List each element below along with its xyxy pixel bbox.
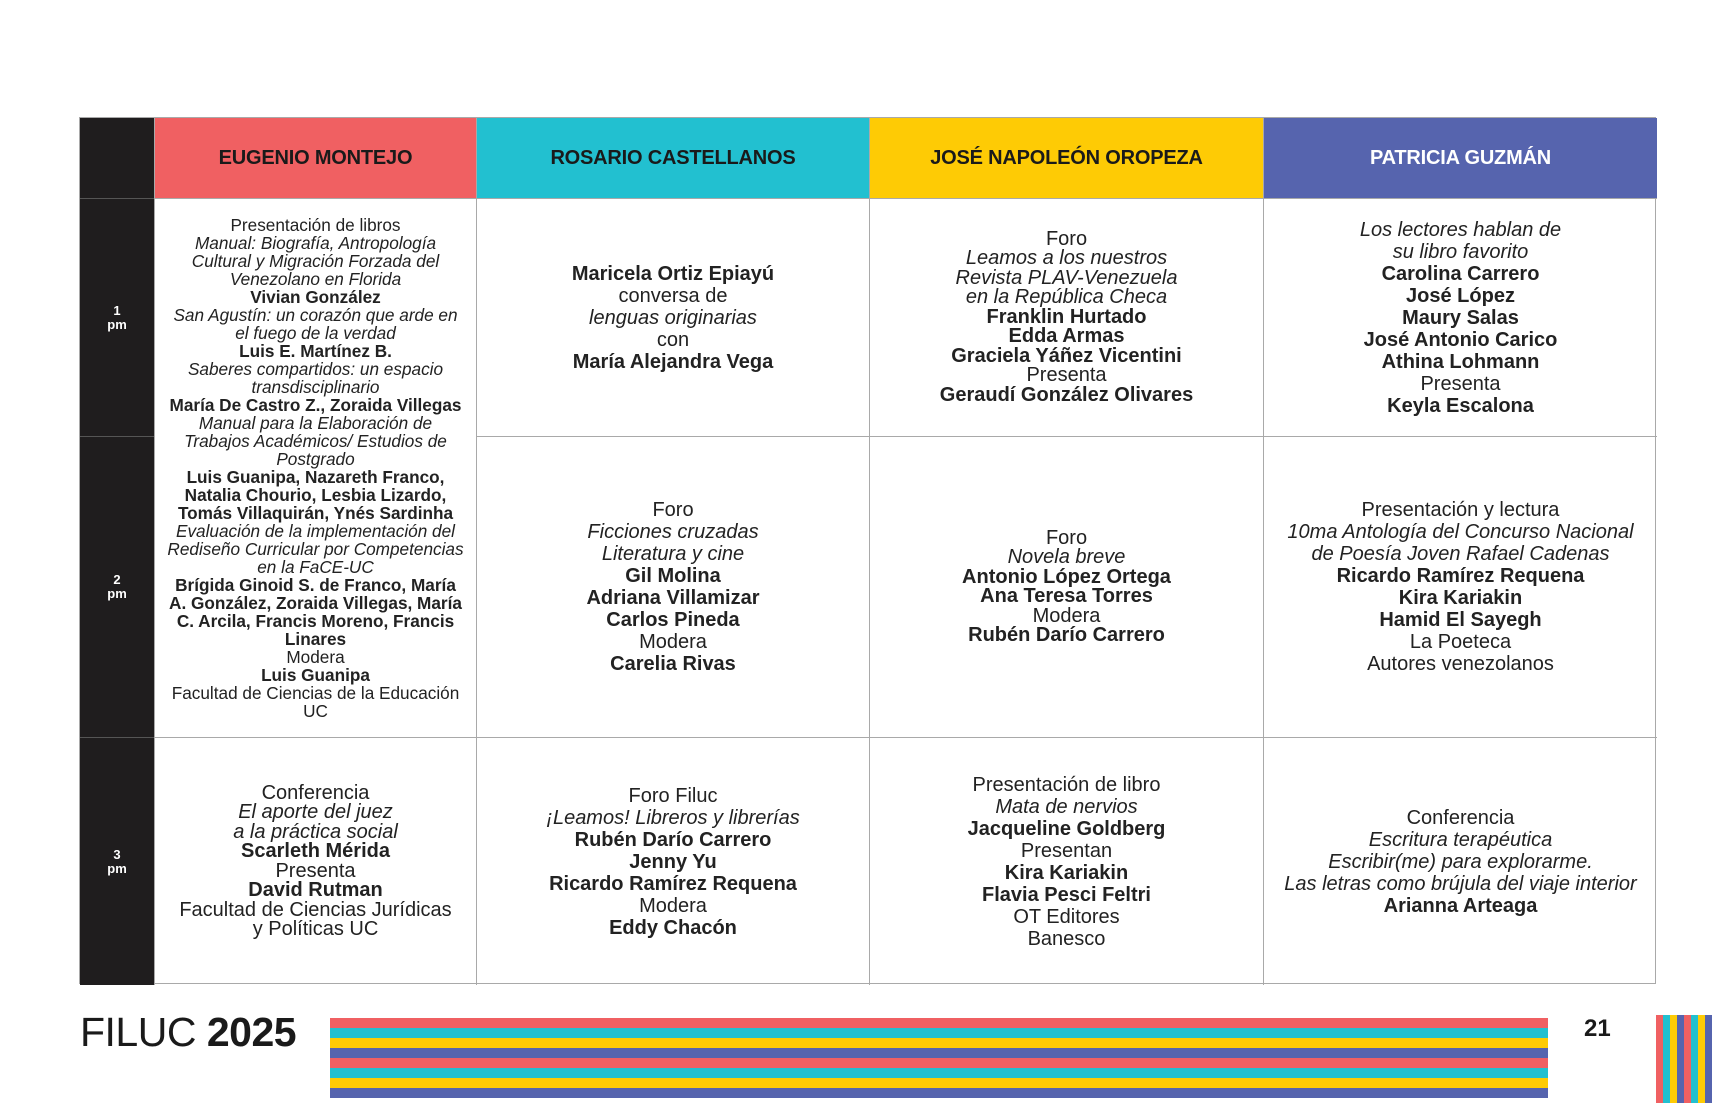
header-patricia-guzman: PATRICIA GUZMÁN xyxy=(1263,118,1657,198)
corner-stripes xyxy=(1656,1015,1712,1103)
participant-name: Luis Guanipa xyxy=(261,665,370,685)
footer-stripe xyxy=(330,1058,1548,1068)
schedule-table xyxy=(79,117,1656,984)
event-title: Leamos a los nuestros xyxy=(965,247,1168,270)
event-title: Saberes compartidos: un espacio transdisciplinario xyxy=(187,359,444,397)
event-label: OT Editores xyxy=(1013,905,1120,928)
event-label: Modera xyxy=(639,631,707,653)
event-label: conversa de xyxy=(618,284,728,307)
participant-name: Arianna Arteaga xyxy=(1383,894,1538,917)
event-label: Foro xyxy=(1045,526,1088,549)
time-suffix: pm xyxy=(107,316,127,332)
corner-stripe xyxy=(1656,1015,1663,1103)
header-eugenio-montejo: EUGENIO MONTEJO xyxy=(154,118,476,198)
footer-brand: FILUC xyxy=(80,1009,196,1055)
footer-stripe xyxy=(330,1068,1548,1078)
event-title: Manual: Biografía, Antropología Cultural y Migración Forzada del Venezolano en Florida xyxy=(191,233,440,289)
footer-stripe xyxy=(330,1018,1548,1028)
event-title: Novela breve xyxy=(1007,546,1126,568)
event-label: Foro xyxy=(1045,227,1088,250)
event-label: con xyxy=(656,328,690,351)
event-title: Mata de nervios xyxy=(995,795,1138,818)
participant-name: Edda Armas xyxy=(1008,325,1125,348)
event-label: Foro Filuc xyxy=(628,784,718,807)
footer-stripe xyxy=(330,1038,1548,1048)
participant-name: Ricardo Ramírez Requena xyxy=(1336,565,1585,587)
event-label: Presenta xyxy=(275,859,356,882)
participant-name: Carolina Carrero xyxy=(1381,262,1540,285)
event-title: Ficciones cruzadas xyxy=(587,521,759,543)
event-label: Presentación de libros xyxy=(230,215,401,235)
page-number: 21 xyxy=(1584,1015,1611,1042)
event-oropeza-2pm xyxy=(869,436,1263,737)
participant-name: Gil Molina xyxy=(625,565,721,587)
participant-name: Jenny Yu xyxy=(629,850,717,873)
participant-name: Kira Kariakin xyxy=(1004,861,1129,884)
event-label: Presentación y lectura xyxy=(1361,499,1560,521)
event-label: Modera xyxy=(1032,604,1101,627)
footer-year: 2025 xyxy=(206,1009,297,1055)
header-jose-napoleon-oropeza: JOSÉ NAPOLEÓN OROPEZA xyxy=(869,118,1263,198)
footer-stripe xyxy=(330,1088,1548,1098)
time-suffix: pm xyxy=(107,860,127,876)
participant-name: Keyla Escalona xyxy=(1387,394,1534,417)
corner-stripe xyxy=(1670,1015,1677,1103)
participant-name: Rubén Darío Carrero xyxy=(574,828,772,851)
time-slot-3pm xyxy=(80,737,154,985)
footer-stripe xyxy=(330,1028,1548,1038)
time-slot-1pm xyxy=(80,198,154,436)
event-montejo-3pm xyxy=(154,737,476,985)
footer-stripes xyxy=(330,1018,1548,1103)
event-title: Evaluación de la implementación del Rediseño Curricular por Competencias en la FaCE-UC xyxy=(167,521,464,577)
event-label: y Políticas UC xyxy=(252,918,379,940)
event-oropeza-3pm xyxy=(869,737,1263,985)
participant-name: Kira Kariakin xyxy=(1398,587,1523,609)
event-title: Escritura terapéutica xyxy=(1368,828,1553,851)
participant-name: Graciela Yáñez Vicentini xyxy=(951,344,1182,367)
participant-name: María Alejandra Vega xyxy=(572,350,774,373)
participant-name: Luis E. Martínez B. xyxy=(239,341,392,361)
table-corner xyxy=(80,118,154,198)
participant-name: Athina Lohmann xyxy=(1381,350,1540,373)
event-title: lenguas originarias xyxy=(589,306,757,329)
participant-name: Rubén Darío Carrero xyxy=(968,624,1165,646)
event-label: Facultad de Ciencias de la Educación UC xyxy=(171,683,460,721)
header-rosario-castellanos: ROSARIO CASTELLANOS xyxy=(476,118,869,198)
time-slot-2pm xyxy=(80,436,154,737)
event-label: Modera xyxy=(286,647,345,667)
participant-name: Ricardo Ramírez Requena xyxy=(549,872,797,895)
event-label: Presenta xyxy=(1420,372,1501,395)
participant-name: Flavia Pesci Feltri xyxy=(982,883,1151,906)
corner-stripe xyxy=(1691,1015,1698,1103)
footer-stripe xyxy=(330,1048,1548,1058)
event-label: Facultad de Ciencias Jurídicas xyxy=(179,898,452,921)
event-label: Presenta xyxy=(1026,364,1107,387)
participant-name: Geraudí González Olivares xyxy=(939,383,1194,406)
corner-stripe xyxy=(1663,1015,1670,1103)
event-title: en la República Checa xyxy=(965,286,1168,309)
participant-name: Carlos Pineda xyxy=(606,609,740,631)
event-label: Banesco xyxy=(1027,927,1106,950)
event-castellanos-2pm xyxy=(476,436,869,737)
event-guzman-1pm xyxy=(1263,198,1657,436)
event-guzman-2pm xyxy=(1263,436,1657,737)
event-title: ¡Leamos! Libreros y librerías xyxy=(546,806,800,829)
corner-stripe xyxy=(1698,1015,1705,1103)
participant-name: Jacqueline Goldberg xyxy=(967,817,1166,840)
event-oropeza-1pm xyxy=(869,198,1263,436)
participant-name: Maricela Ortiz Epiayú xyxy=(571,262,775,285)
event-title: El aporte del juez xyxy=(238,801,393,823)
event-label: Foro xyxy=(652,499,694,521)
participant-name: Carelia Rivas xyxy=(610,653,736,675)
event-label: Presentación de libro xyxy=(972,773,1161,796)
event-title: Revista PLAV-Venezuela xyxy=(955,266,1178,289)
corner-stripe xyxy=(1684,1015,1691,1103)
event-title: Manual para la Elaboración de Trabajos Académicos/ Estudios de Postgrado xyxy=(184,413,447,469)
participant-name: Eddy Chacón xyxy=(609,916,737,939)
corner-stripe xyxy=(1677,1015,1684,1103)
participant-name: Luis Guanipa, Nazareth Franco, Natalia Chourio, Lesbia Lizardo, Tomás Villaquirán, Ynés Sardinha xyxy=(177,467,454,523)
footer-title xyxy=(80,1010,296,1054)
participant-name: José Antonio Carico xyxy=(1363,328,1558,351)
event-title: Literatura y cine xyxy=(601,543,745,565)
participant-name: Maury Salas xyxy=(1402,306,1519,329)
participant-name: Franklin Hurtado xyxy=(986,305,1147,328)
event-label: Presentan xyxy=(1020,839,1113,862)
event-title: San Agustín: un corazón que arde en el fuego de la verdad xyxy=(173,305,458,343)
event-castellanos-1pm xyxy=(476,198,869,436)
event-label: Autores venezolanos xyxy=(1367,653,1554,675)
time-hour: 1 xyxy=(113,302,121,318)
event-title: 10ma Antología del Concurso Nacional de Poesía Joven Rafael Cadenas xyxy=(1287,521,1634,565)
time-hour: 2 xyxy=(113,572,121,587)
event-title: su libro favorito xyxy=(1392,240,1529,263)
participant-name: María De Castro Z., Zoraida Villegas xyxy=(169,395,462,415)
corner-stripe xyxy=(1705,1015,1712,1103)
event-title: Escribir(me) para explorarme. xyxy=(1328,850,1593,873)
event-guzman-3pm xyxy=(1263,737,1657,985)
participant-name: Ana Teresa Torres xyxy=(980,585,1153,607)
participant-name: David Rutman xyxy=(248,879,383,901)
participant-name: Antonio López Ortega xyxy=(962,565,1171,588)
time-suffix: pm xyxy=(107,586,127,601)
event-label: Modera xyxy=(639,894,707,917)
participant-name: Vivian González xyxy=(250,287,381,307)
participant-name: Scarleth Mérida xyxy=(241,840,390,862)
event-title: Las letras como brújula del viaje interior xyxy=(1284,872,1637,895)
participant-name: Hamid El Sayegh xyxy=(1379,609,1542,631)
event-label: La Poeteca xyxy=(1409,631,1512,653)
event-label: Conferencia xyxy=(1406,806,1515,829)
time-hour: 3 xyxy=(113,846,121,862)
participant-name: Adriana Villamizar xyxy=(586,587,760,609)
footer-stripe xyxy=(330,1078,1548,1088)
participant-name: José López xyxy=(1406,284,1515,307)
event-label: Conferencia xyxy=(261,781,370,804)
event-castellanos-3pm xyxy=(476,737,869,985)
event-title: a la práctica social xyxy=(233,820,398,843)
participant-name: Brígida Ginoid S. de Franco, María A. González, Zoraida Villegas, María C. Arcila, Francis Moreno, Francis Linares xyxy=(169,575,462,649)
event-title: Los lectores hablan de xyxy=(1359,218,1562,241)
event-montejo-1-2pm xyxy=(154,198,476,737)
